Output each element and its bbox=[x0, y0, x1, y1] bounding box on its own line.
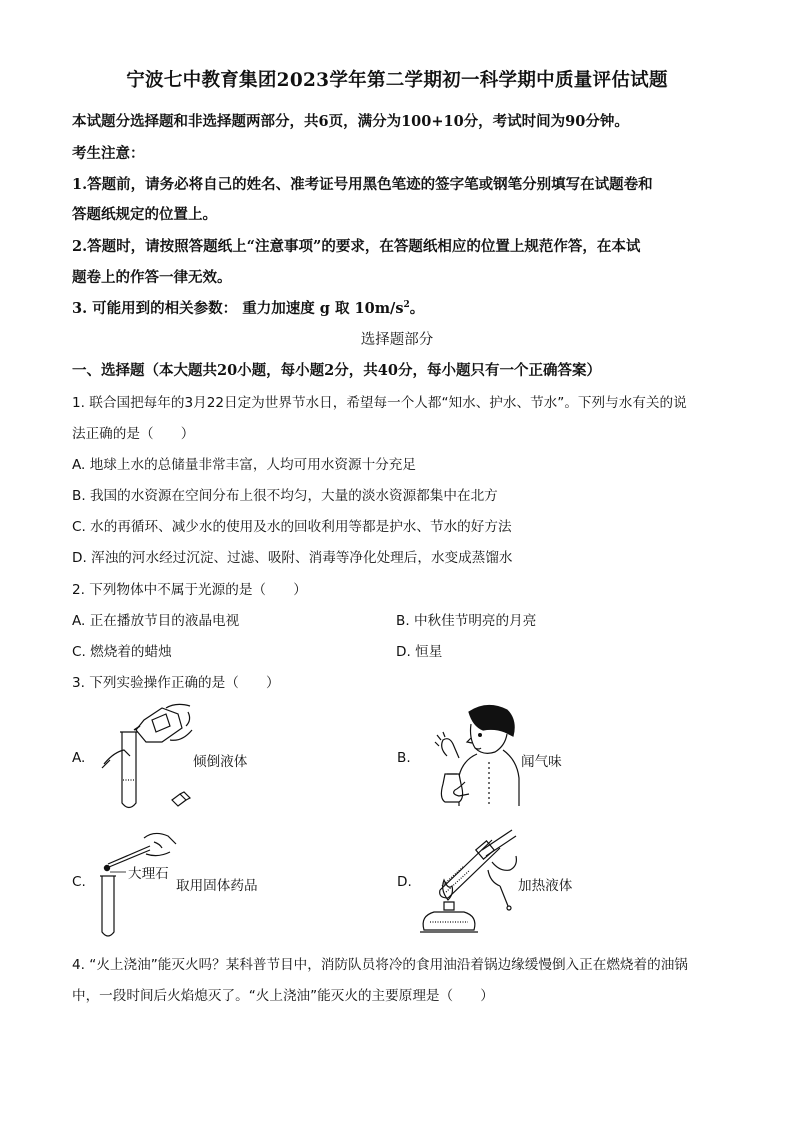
marble-label: 大理石 bbox=[128, 866, 169, 882]
q3-option-b-letter: B. bbox=[397, 750, 411, 766]
exam-title: 宁波七中教育集团2023学年第二学期初一科学期中质量评估试题 bbox=[126, 70, 668, 91]
section-heading: 一、选择题（本大题共20小题，每小题2分，共40分，每小题只有一个正确答案） bbox=[72, 362, 601, 379]
q1-option-c: C. 水的再循环、减少水的使用及水的回收利用等都是护水、节水的好方法 bbox=[72, 519, 512, 535]
notice-3-exponent: 2 bbox=[403, 300, 410, 311]
section-title: 选择题部分 bbox=[360, 332, 434, 348]
q1-option-a: A. 地球上水的总储量非常丰富，人均可用水资源十分充足 bbox=[72, 457, 416, 473]
q2-option-c: C. 燃烧着的蜡烛 bbox=[72, 644, 172, 660]
q3-option-c-caption: 取用固体药品 bbox=[176, 878, 258, 894]
notice-heading: 考生注意： bbox=[72, 145, 145, 162]
q3-option-d-caption: 加热液体 bbox=[518, 878, 573, 894]
notice-3-text: 3. 可能用到的相关参数： 重力加速度 g 取 10m/s bbox=[72, 300, 404, 317]
q3-option-a-caption: 倾倒液体 bbox=[193, 754, 248, 770]
q3-option-c-letter: C. bbox=[72, 874, 86, 890]
notice-3 bbox=[72, 297, 424, 318]
q2-option-d: D. 恒星 bbox=[396, 644, 443, 660]
pour-liquid-illustration bbox=[100, 700, 200, 815]
smell-gas-illustration bbox=[425, 702, 525, 808]
q2-option-a: A. 正在播放节目的液晶电视 bbox=[72, 613, 240, 629]
q3-stem: 3. 下列实验操作正确的是（ ） bbox=[72, 675, 280, 691]
q3-option-d-letter: D. bbox=[397, 874, 412, 890]
q2-option-b: B. 中秋佳节明亮的月亮 bbox=[396, 613, 537, 629]
notice-1-line2: 答题纸规定的位置上。 bbox=[72, 206, 217, 223]
exam-intro: 本试题分选择题和非选择题两部分，共6页，满分为100+10分，考试时间为90分钟。 bbox=[72, 113, 629, 130]
q1-option-b: B. 我国的水资源在空间分布上很不均匀，大量的淡水资源都集中在北方 bbox=[72, 488, 498, 504]
q3-option-b-caption: 闻气味 bbox=[521, 754, 562, 770]
notice-2-line1: 2.答题时，请按照答题纸上“注意事项”的要求，在答题纸相应的位置上规范作答，在本试 bbox=[72, 238, 641, 255]
q4-stem-line1: 4. “火上浇油”能灭火吗？某科普节目中，消防队员将冷的食用油沿着锅边缘缓慢倒入正在燃烧着的油锅 bbox=[72, 957, 688, 973]
q1-stem-line2: 法正确的是（ ） bbox=[72, 426, 195, 442]
notice-3-suffix: 。 bbox=[409, 300, 425, 317]
notice-1-line1: 1.答题前，请务必将自己的姓名、准考证号用黑色笔迹的签字笔或钢笔分别填写在试题卷和 bbox=[72, 176, 653, 193]
q4-stem-line2: 中，一段时间后火焰熄灭了。“火上浇油”能灭火的主要原理是（ ） bbox=[72, 988, 494, 1004]
q2-stem: 2. 下列物体中不属于光源的是（ ） bbox=[72, 582, 307, 598]
q1-option-d: D. 浑浊的河水经过沉淀、过滤、吸附、消毒等净化处理后，水变成蒸馏水 bbox=[72, 550, 513, 566]
heat-liquid-illustration bbox=[420, 826, 520, 938]
q1-stem-line1: 1. 联合国把每年的3月22日定为世界节水日，希望每一个人都“知水、护水、节水”。下列与水有关的说 bbox=[72, 395, 687, 411]
notice-2-line2: 题卷上的作答一律无效。 bbox=[72, 269, 232, 286]
q3-option-a-letter: A. bbox=[72, 750, 86, 766]
